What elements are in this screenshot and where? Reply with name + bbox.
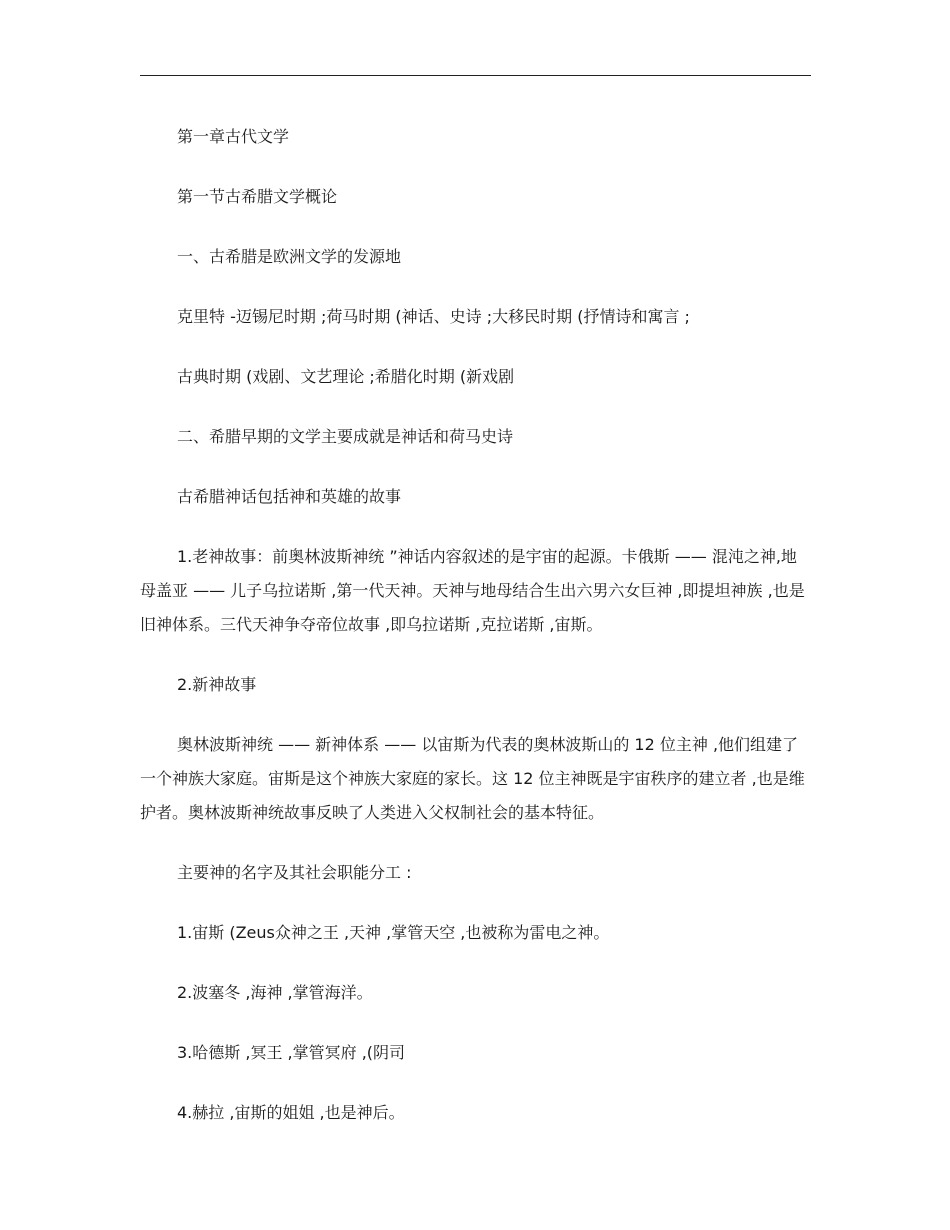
paragraph-main-gods-intro: 主要神的名字及其社会职能分工 : xyxy=(177,863,412,882)
list-item-hera: 4.赫拉 ,宙斯的姐姐 ,也是神后。 xyxy=(177,1103,405,1122)
header-rule xyxy=(140,75,811,76)
list-item-zeus: 1.宙斯 (Zeus众神之王 ,天神 ,掌管天空 ,也被称为雷电之神。 xyxy=(177,923,610,942)
paragraph-olympian: 奥林波斯神统 —— 新神体系 —— 以宙斯为代表的奥林波斯山的 12 位主神 ,他们组建了一个神族大家庭。宙斯是这个神族大家庭的家长。这 12 位主神既是宇宙秩序的建立者 ,也是维护者。奥林波斯神统故事反映了人类进入父权制社会的基本特征。 xyxy=(140,735,805,822)
section-title: 第一节古希腊文学概论 xyxy=(177,187,338,206)
chapter-title: 第一章古代文学 xyxy=(177,127,290,146)
list-item-hades: 3.哈德斯 ,冥王 ,掌管冥府 ,(阴司 xyxy=(177,1043,406,1062)
heading-two: 二、希腊早期的文学主要成就是神话和荷马史诗 xyxy=(177,427,514,446)
paragraph-periods-1: 克里特 -迈锡尼时期 ;荷马时期 (神话、史诗 ;大移民时期 (抒情诗和寓言 ; xyxy=(177,307,690,326)
document-body xyxy=(140,120,810,1156)
heading-new-gods: 2.新神故事 xyxy=(177,675,257,694)
paragraph-old-gods: 1.老神故事：前奥林波斯神统 ”神话内容叙述的是宇宙的起源。卡俄斯 —— 混沌之神,地母盖亚 —— 儿子乌拉诺斯 ,第一代天神。天神与地母结合生出六男六女巨神 ,即提坦神族 ,也是旧神体系。三代天神争夺帝位故事 ,即乌拉诺斯 ,克拉诺斯 ,宙斯。 xyxy=(140,547,805,634)
list-item-poseidon: 2.波塞冬 ,海神 ,掌管海洋。 xyxy=(177,983,373,1002)
heading-one: 一、古希腊是欧洲文学的发源地 xyxy=(177,247,402,266)
paragraph-myth-intro: 古希腊神话包括神和英雄的故事 xyxy=(177,487,402,506)
paragraph-periods-2: 古典时期 (戏剧、文艺理论 ;希腊化时期 (新戏剧 xyxy=(177,367,515,386)
